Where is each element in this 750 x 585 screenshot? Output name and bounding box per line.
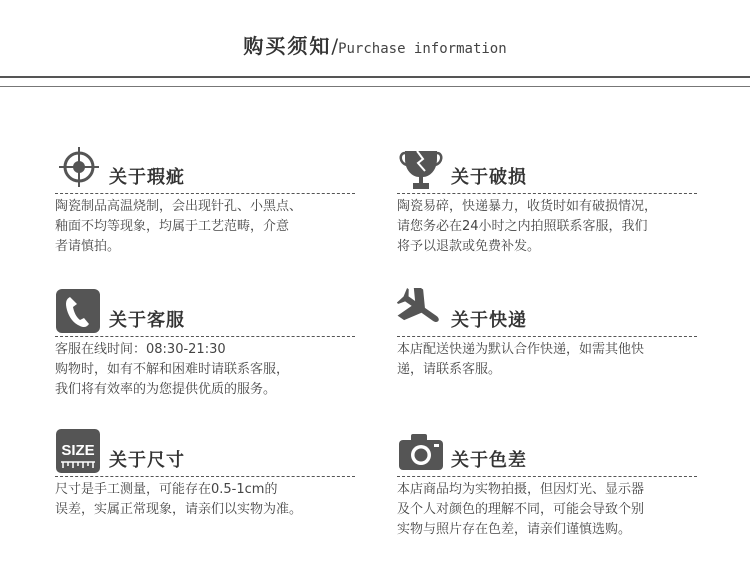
body-line: 及个人对颜色的理解不同，可能会导致个别: [397, 502, 645, 517]
section-heading: 关于色差: [451, 450, 527, 471]
title-chinese: 购买须知: [243, 34, 332, 58]
section-heading: 关于快递: [451, 310, 527, 331]
section-heading: 关于尺寸: [109, 450, 185, 471]
body-line: 购物时，如有不解和困难时请联系客服，: [55, 362, 290, 377]
title-separator: /: [331, 34, 339, 58]
body-line: 尺寸是手工测量，可能存在0.5-1cm的: [55, 482, 278, 497]
section-body: [55, 340, 355, 400]
dashed-divider: [397, 336, 697, 337]
page-title: [0, 30, 750, 59]
header-rule-bottom: [0, 86, 750, 87]
title-english: Purchase information: [338, 41, 507, 57]
phone-icon: [55, 288, 103, 336]
size-icon-label: SIZE: [61, 442, 95, 459]
camera-icon: [397, 428, 445, 476]
body-line: 陶瓷易碎，快递暴力，收货时如有破损情况，: [397, 199, 658, 214]
body-line: 我们将有效率的为您提供优质的服务。: [55, 382, 277, 397]
dashed-divider: [397, 193, 697, 194]
body-line: 本店商品均为实物拍摄，但因灯光、显示器: [397, 482, 645, 497]
airplane-icon: [397, 288, 445, 336]
section-heading: 关于瑕疵: [109, 167, 185, 188]
section-body: [397, 197, 697, 257]
body-line: 请您务必在24小时之内拍照联系客服，我们: [397, 219, 648, 234]
body-line: 者请慎拍。: [55, 239, 121, 254]
body-line: 釉面不均等现象，均属于工艺范畴，介意: [55, 219, 290, 234]
body-line: 递，请联系客服。: [397, 362, 502, 377]
header-rule-top: [0, 76, 750, 78]
body-line: 实物与照片存在色差，请亲们谨慎选购。: [397, 522, 632, 537]
section-heading: 关于破损: [451, 167, 527, 188]
body-line: 本店配送快递为默认合作快递，如需其他快: [397, 342, 645, 357]
section-body: [397, 340, 697, 380]
dashed-divider: [55, 336, 355, 337]
crosshair-icon: [55, 145, 103, 193]
dashed-divider: [55, 193, 355, 194]
dashed-divider: [55, 476, 355, 477]
body-line: 误差，实属正常现象，请亲们以实物为准。: [55, 502, 303, 517]
body-line: 将予以退款或免费补发。: [397, 239, 541, 254]
dashed-divider: [397, 476, 697, 477]
section-body: [55, 197, 355, 257]
section-body: [55, 480, 355, 520]
body-line: 客服在线时间：08:30-21:30: [55, 342, 226, 357]
body-line: 陶瓷制品高温烧制，会出现针孔、小黑点、: [55, 199, 303, 214]
size-icon: [55, 428, 103, 476]
section-heading: 关于客服: [109, 310, 185, 331]
section-body: [397, 480, 697, 540]
broken-trophy-icon: [397, 145, 445, 193]
